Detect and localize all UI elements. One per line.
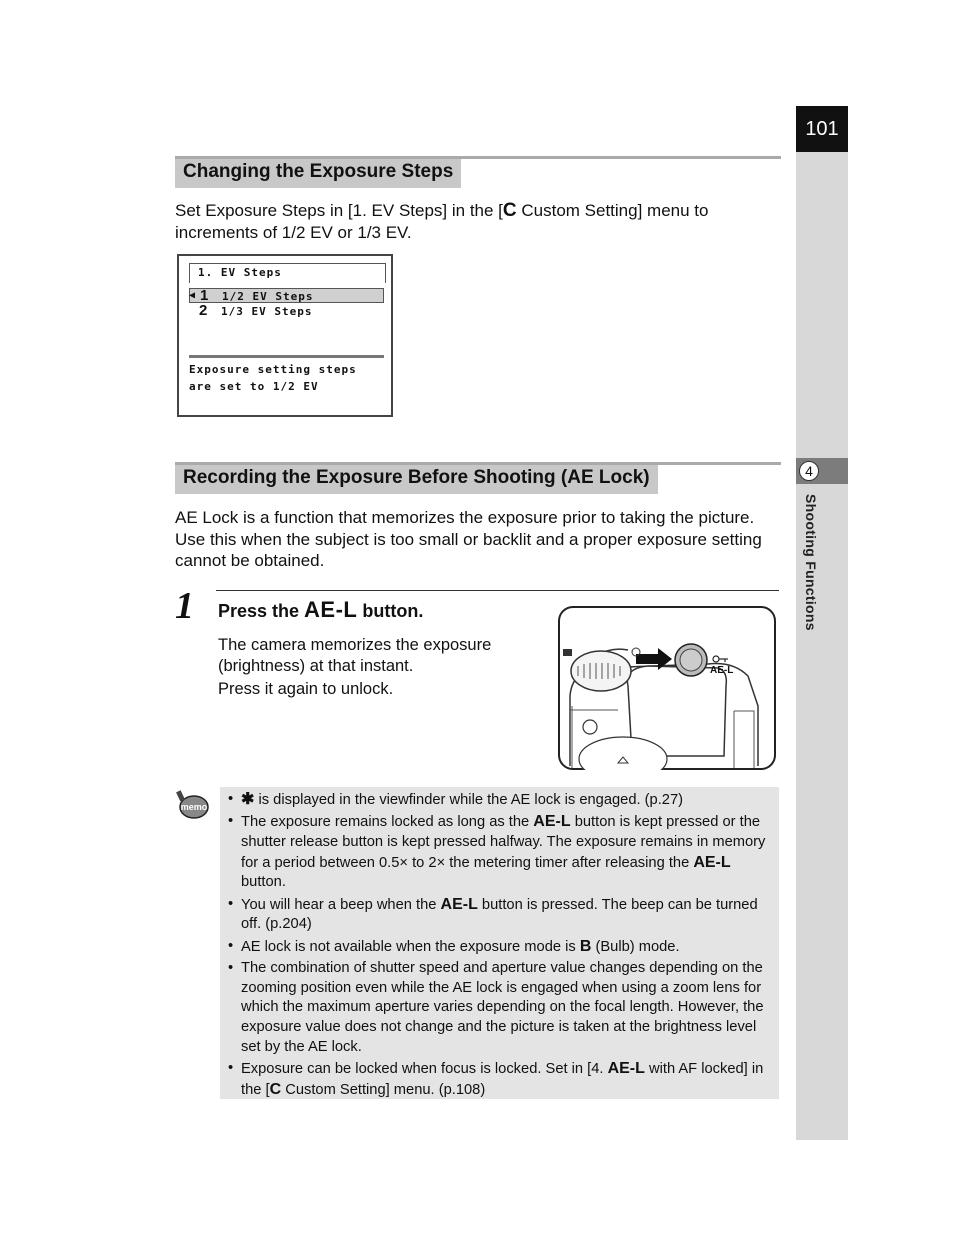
section-body-ae-lock: AE Lock is a function that memorizes the exposure prior to taking the picture. Use this when the subject is too small or backlit and a proper exposure setting cannot be obtained.: [175, 508, 762, 570]
option-number: 2: [199, 302, 208, 319]
memo-item: • Exposure can be locked when focus is locked. Set in [4. AE-L with AF locked] in the [C Custom Setting] menu. (p.108): [226, 1059, 774, 1100]
section-heading-text: Recording the Exposure Before Shooting (AE Lock): [175, 465, 658, 494]
memo-item: • The exposure remains locked as long as the AE-L button is kept pressed or the shutter release button is kept pressed halfway. The exposure remains in memory for a period between 0.5× to 2× the metering timer after releasing the AE-L button.: [226, 812, 774, 893]
option-number: 1: [200, 287, 209, 304]
step-title: Press the AE-L button.: [218, 597, 424, 622]
step-divider: [216, 590, 779, 591]
option-label: 1/3 EV Steps: [221, 305, 313, 318]
chapter-title: Shooting Functions: [803, 494, 819, 631]
section-heading-exposure-steps: [175, 156, 781, 188]
step-number: 1: [175, 585, 194, 627]
memo-icon: [176, 790, 210, 820]
section-heading-ae-lock: [175, 462, 781, 494]
ae-l-button-label: AE-L: [304, 597, 358, 622]
section-body-exposure-steps: Set Exposure Steps in [1. EV Steps] in the [C Custom Setting] menu to increments of 1/2 EV or 1/3 EV.: [175, 200, 709, 242]
camera-back-illustration: [558, 606, 776, 770]
ae-lock-symbol-icon: ✱: [241, 791, 255, 808]
lcd-menu-title: 1. EV Steps: [189, 263, 386, 283]
bulb-mode-icon: B: [579, 937, 592, 955]
step-description: The camera memorizes the exposure (brightness) at that instant.: [218, 636, 492, 675]
memo-item: • The combination of shutter speed and aperture value changes depending on the zooming position even while the AE lock is engaged when using a zoom lens for which the maximum aperture varies depending on the focal length. However, the exposure value does not change and the picture is taken at the brightness level set by the AE lock.: [226, 959, 774, 1058]
custom-setting-icon: C: [269, 1080, 282, 1098]
memo-list: [226, 790, 774, 1102]
lcd-option-1-selected[interactable]: [189, 288, 384, 303]
lcd-menu-screen: [177, 254, 393, 417]
step-description-unlock: Press it again to unlock.: [218, 680, 394, 698]
memo-item: • AE lock is not available when the exposure mode is B (Bulb) mode.: [226, 937, 774, 958]
memo-item: • You will hear a beep when the AE-L button is pressed. The beep can be turned off. (p.204): [226, 895, 774, 935]
selection-arrow-icon: ◀: [189, 290, 197, 301]
lcd-option-2[interactable]: [189, 304, 384, 319]
chapter-number: 4: [799, 461, 819, 481]
custom-setting-icon: C: [502, 200, 517, 221]
option-label: 1/2 EV Steps: [222, 290, 314, 303]
svg-text:memo: memo: [180, 802, 208, 812]
memo-item: • ✱ is displayed in the viewfinder while the AE lock is engaged. (p.27): [226, 790, 774, 811]
lcd-divider: [189, 355, 384, 358]
page-number: 101: [796, 106, 848, 152]
metering-icon: [563, 649, 572, 656]
section-heading-text: Changing the Exposure Steps: [175, 159, 461, 188]
ae-l-illustration-label: AE-L: [710, 665, 734, 676]
lcd-help-text: Exposure setting steps are set to 1/2 EV: [189, 363, 357, 393]
